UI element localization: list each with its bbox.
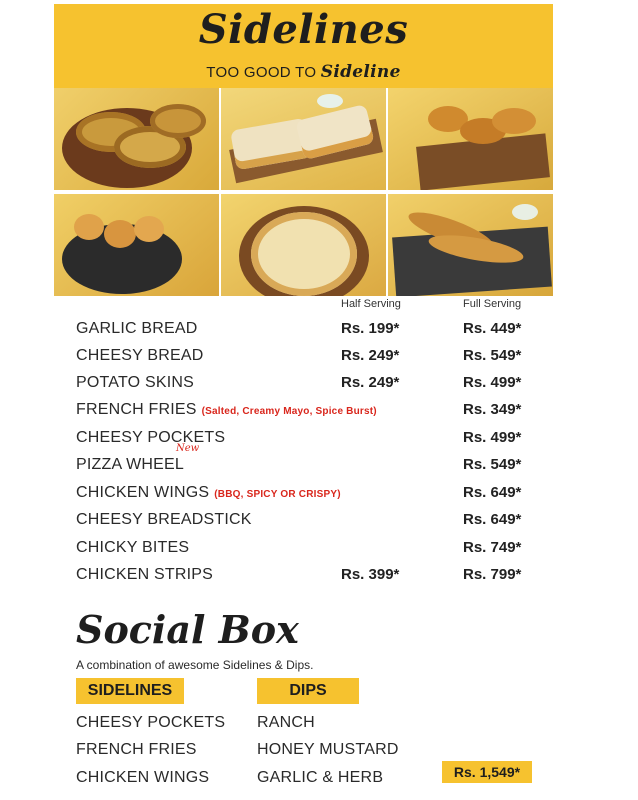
social-box-price: Rs. 1,549*	[442, 761, 532, 783]
menu-item-name: PIZZA WHEEL	[76, 456, 184, 473]
half-serving-header: Half Serving	[341, 298, 401, 310]
social-box-title: Social Box	[76, 607, 299, 652]
pizza-wheel-photo	[221, 88, 386, 190]
chicky-bites-photo	[54, 194, 219, 296]
menu-row	[76, 484, 546, 508]
garlic-bread-photo	[54, 88, 219, 190]
menu-row	[76, 401, 546, 425]
menu-item-label: CHICKEN WINGS	[76, 484, 210, 501]
menu-item-name: CHICKEN STRIPS	[76, 566, 214, 583]
tagline	[54, 62, 553, 82]
full-price: Rs. 799*	[463, 566, 522, 583]
tagline-script: Sideline	[320, 62, 401, 82]
menu-row	[76, 443, 546, 480]
full-price: Rs. 649*	[463, 511, 522, 528]
full-price: Rs. 749*	[463, 539, 522, 556]
menu-row	[76, 320, 546, 344]
menu-item-name: POTATO SKINS	[76, 374, 194, 391]
menu-row	[76, 374, 546, 398]
list-item: GARLIC & HERB	[257, 769, 384, 786]
sidelines-label: SIDELINES	[76, 678, 184, 704]
half-price: Rs. 199*	[341, 320, 400, 337]
list-item: HONEY MUSTARD	[257, 741, 399, 758]
menu-item-label: FRENCH FRIES	[76, 401, 197, 418]
list-item: RANCH	[257, 714, 315, 731]
menu-row	[76, 566, 546, 590]
full-price: Rs. 549*	[463, 456, 522, 473]
tagline-prefix: TOO GOOD TO	[206, 64, 317, 81]
half-price: Rs. 249*	[341, 347, 400, 364]
social-box-description: A combination of awesome Sidelines & Dips.	[76, 658, 314, 672]
menu-row	[76, 539, 546, 563]
chicken-strips-photo	[388, 194, 553, 296]
half-price: Rs. 249*	[341, 374, 400, 391]
menu-item-name: CHICKY BITES	[76, 539, 190, 556]
menu-item-name: CHEESY BREADSTICK	[76, 511, 252, 528]
full-price: Rs. 449*	[463, 320, 522, 337]
page-title: Sidelines	[198, 6, 409, 53]
menu-row	[76, 429, 546, 453]
full-price: Rs. 499*	[463, 429, 522, 446]
menu-item-name	[76, 484, 341, 502]
full-price: Rs. 349*	[463, 401, 522, 418]
food-photo-grid	[54, 88, 553, 296]
list-item: CHEESY POCKETS	[76, 714, 226, 731]
full-serving-header: Full Serving	[463, 298, 522, 310]
cheesy-breadstick-photo	[221, 194, 386, 296]
menu-item-name: CHEESY POCKETS	[76, 429, 226, 446]
full-price: Rs. 499*	[463, 374, 522, 391]
list-item: FRENCH FRIES	[76, 741, 197, 758]
menu-row	[76, 347, 546, 371]
full-price: Rs. 649*	[463, 484, 522, 501]
dips-label: DIPS	[257, 678, 359, 704]
header-banner	[54, 4, 553, 88]
full-price: Rs. 549*	[463, 347, 522, 364]
new-badge: New	[176, 443, 200, 454]
menu-row	[76, 511, 546, 535]
menu-item-name: CHEESY BREAD	[76, 347, 204, 364]
menu-item-name: GARLIC BREAD	[76, 320, 198, 337]
menu-item-note: (Salted, Creamy Mayo, Spice Burst)	[201, 406, 377, 417]
menu-item-note: (BBQ, SPICY OR CRISPY)	[214, 489, 341, 500]
list-item: CHICKEN WINGS	[76, 769, 210, 786]
potato-skins-photo	[388, 88, 553, 190]
half-price: Rs. 399*	[341, 566, 400, 583]
menu-item-name	[76, 401, 377, 419]
